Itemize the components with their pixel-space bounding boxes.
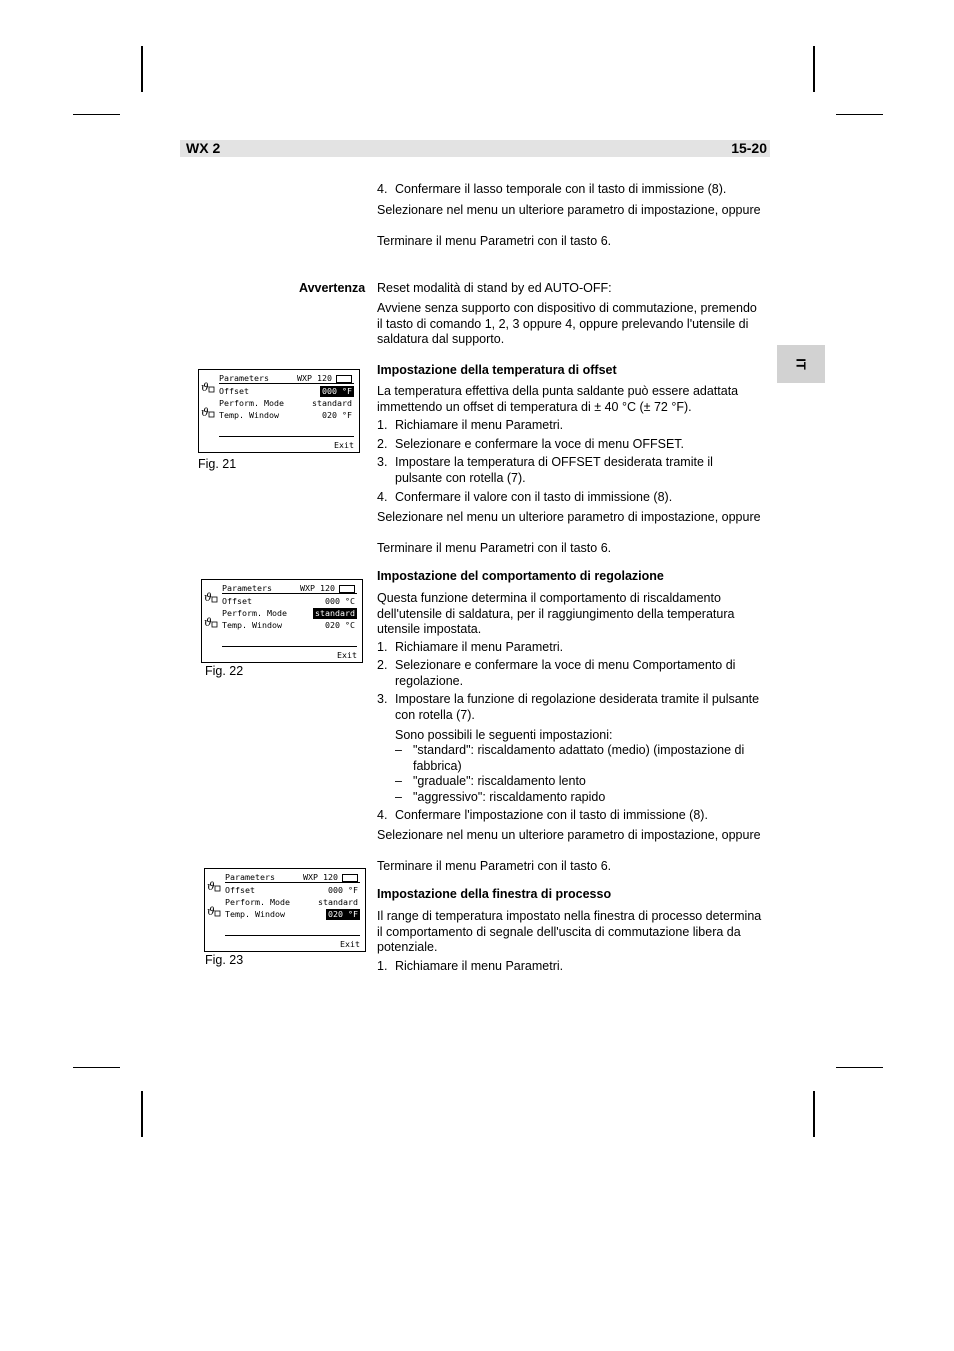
list-text: Impostare la temperatura di OFFSET desiderata tramite il pulsante con rotella (7).	[395, 455, 713, 485]
list-number: 4.	[377, 182, 388, 196]
list-text: Confermare l'impostazione con il tasto di immissione (8).	[395, 808, 708, 822]
list-text: Selezionare e confermare la voce di menu OFFSET.	[395, 437, 685, 451]
paragraph: Questa funzione determina il comportamento di riscaldamento dell'utensile di saldatura, per il raggiungimento della temperatura utensile impostata.	[377, 591, 735, 637]
lcd-title: Parameters	[219, 373, 269, 383]
lcd-divider	[219, 436, 354, 437]
list-item	[377, 490, 763, 506]
lcd-row	[225, 897, 360, 908]
lcd-row-label: Temp. Window	[225, 909, 285, 919]
lcd-row-value: 020 °F	[328, 909, 358, 919]
list-item	[377, 437, 763, 453]
crop-mark	[141, 46, 143, 92]
note-body: Avviene senza supporto con dispositivo di commutazione, premendo il tasto di comando 1, 2, 3 oppure 4, oppure prelevando l'utensile di saldatura dal supporto.	[377, 301, 757, 347]
list-number: 3.	[377, 692, 388, 706]
list-item	[377, 418, 763, 434]
lcd-row-label: Offset	[222, 596, 252, 606]
svg-text:ϑ: ϑ	[201, 406, 209, 418]
lcd-exit: Exit	[337, 650, 357, 660]
lcd-row-label: Offset	[219, 386, 249, 396]
paragraph: Terminare il menu Parametri con il tasto 6.	[377, 859, 612, 873]
list-text: Selezionare e confermare la voce di menu Comportamento di regolazione.	[395, 658, 736, 688]
list-text: "standard": riscaldamento adattato (medio) (impostazione di fabbrica)	[413, 743, 745, 773]
list-text: "graduale": riscaldamento lento	[413, 774, 586, 788]
language-tab-label: IT	[793, 358, 809, 370]
list-text: Confermare il lasso temporale con il tasto di immissione (8).	[395, 182, 727, 196]
lcd-figure-23	[204, 868, 366, 952]
paragraph: Il range di temperatura impostato nella finestra di processo determina il comportamento di segnale dell'uscita di commutazione libera da potenziale.	[377, 909, 762, 955]
paragraph: Sono possibili le seguenti impostazioni:	[395, 728, 613, 742]
tool-icon	[201, 406, 215, 418]
lcd-row-value: 000 °F	[322, 386, 352, 396]
doc-title: WX 2	[186, 140, 221, 156]
list-number: 2.	[377, 658, 388, 672]
crop-mark	[73, 114, 120, 115]
list-text: Richiamare il menu Parametri.	[395, 418, 564, 432]
list-item	[395, 743, 763, 774]
crop-mark	[813, 46, 815, 92]
lcd-row	[219, 410, 354, 421]
crop-mark	[813, 1091, 815, 1137]
lcd-figure-22	[201, 579, 363, 663]
list-item	[377, 640, 763, 656]
battery-icon	[339, 585, 355, 593]
list-number: 2.	[377, 437, 388, 451]
list-number: 3.	[377, 455, 388, 469]
lcd-model: WXP 120	[303, 872, 338, 882]
list-item	[395, 774, 763, 790]
figure-caption: Fig. 21	[198, 457, 237, 471]
list-bullet: –	[395, 790, 402, 804]
lcd-divider	[225, 935, 360, 936]
svg-text:ϑ: ϑ	[207, 905, 215, 917]
crop-mark	[836, 114, 883, 115]
lcd-row	[222, 596, 357, 607]
lcd-row-label: Offset	[225, 885, 255, 895]
section-heading: Impostazione della temperatura di offset	[377, 363, 617, 377]
list-item	[395, 790, 763, 806]
list-bullet: –	[395, 774, 402, 788]
lcd-exit: Exit	[334, 440, 354, 450]
lcd-row-label: Perform. Mode	[219, 398, 284, 408]
section-heading: Impostazione del comportamento di regolazione	[377, 569, 664, 583]
lcd-row	[219, 398, 354, 409]
lcd-row	[225, 885, 360, 896]
lcd-row-label: Perform. Mode	[222, 608, 287, 618]
list-item	[377, 455, 763, 486]
list-number: 1.	[377, 418, 388, 432]
list-number: 4.	[377, 808, 388, 822]
note-label: Avvertenza	[299, 281, 366, 295]
list-item	[377, 692, 763, 723]
tool-icon	[207, 880, 221, 892]
list-text: Richiamare il menu Parametri.	[395, 640, 564, 654]
tool-icon	[207, 905, 221, 917]
battery-icon	[342, 874, 358, 882]
list-text: Impostare la funzione di regolazione desiderata tramite il pulsante con rotella (7).	[395, 692, 760, 722]
list-number: 1.	[377, 640, 388, 654]
language-tab	[777, 345, 825, 383]
list-number: 4.	[377, 490, 388, 504]
paragraph: Terminare il menu Parametri con il tasto 6.	[377, 541, 612, 555]
lcd-row-value: 000 °C	[325, 596, 355, 606]
crop-mark	[141, 1091, 143, 1137]
note-title: Reset modalità di stand by ed AUTO-OFF:	[377, 281, 612, 295]
list-item	[377, 959, 763, 975]
lcd-row-label: Temp. Window	[222, 620, 282, 630]
lcd-figure-21	[198, 369, 360, 453]
list-text: Confermare il valore con il tasto di immissione (8).	[395, 490, 673, 504]
lcd-header	[222, 583, 357, 594]
paragraph: Terminare il menu Parametri con il tasto 6.	[377, 234, 612, 248]
lcd-divider	[222, 646, 357, 647]
page-number: 15-20	[731, 140, 767, 156]
figure-caption: Fig. 22	[205, 664, 244, 678]
lcd-row-label: Perform. Mode	[225, 897, 290, 907]
crop-mark	[73, 1067, 120, 1068]
lcd-header	[219, 373, 354, 384]
svg-text:ϑ: ϑ	[204, 591, 212, 603]
lcd-row	[219, 386, 354, 397]
paragraph: Selezionare nel menu un ulteriore parametro di impostazione, oppure	[377, 828, 761, 842]
lcd-row	[225, 909, 360, 920]
tool-icon	[204, 616, 218, 628]
lcd-row-value: 000 °F	[328, 885, 358, 895]
lcd-row	[222, 620, 357, 631]
lcd-model: WXP 120	[297, 373, 332, 383]
list-item	[377, 182, 763, 198]
svg-text:ϑ: ϑ	[204, 616, 212, 628]
tool-icon	[204, 591, 218, 603]
paragraph: Selezionare nel menu un ulteriore parametro di impostazione, oppure	[377, 203, 761, 217]
paragraph: La temperatura effettiva della punta saldante può essere adattata immettendo un offset di temperatura di ± 40 °C (± 72 °F).	[377, 384, 739, 414]
list-item	[377, 658, 763, 689]
list-text: Richiamare il menu Parametri.	[395, 959, 564, 973]
page-header	[180, 140, 770, 157]
lcd-title: Parameters	[225, 872, 275, 882]
svg-text:ϑ: ϑ	[207, 880, 215, 892]
lcd-row-label: Temp. Window	[219, 410, 279, 420]
lcd-row	[222, 608, 357, 619]
lcd-row-value: standard	[318, 897, 358, 907]
figure-caption: Fig. 23	[205, 953, 244, 967]
lcd-header	[225, 872, 360, 883]
crop-mark	[836, 1067, 883, 1068]
list-item	[377, 808, 763, 824]
lcd-row-value: standard	[315, 608, 355, 618]
paragraph: Selezionare nel menu un ulteriore parametro di impostazione, oppure	[377, 510, 761, 524]
lcd-title: Parameters	[222, 583, 272, 593]
svg-text:ϑ: ϑ	[201, 381, 209, 393]
section-heading: Impostazione della finestra di processo	[377, 887, 612, 901]
lcd-row-value: 020 °F	[322, 410, 352, 420]
list-number: 1.	[377, 959, 388, 973]
lcd-model: WXP 120	[300, 583, 335, 593]
lcd-row-value: 020 °C	[325, 620, 355, 630]
list-text: "aggressivo": riscaldamento rapido	[413, 790, 606, 804]
lcd-exit: Exit	[340, 939, 360, 949]
tool-icon	[201, 381, 215, 393]
list-bullet: –	[395, 743, 402, 757]
battery-icon	[336, 375, 352, 383]
lcd-row-value: standard	[312, 398, 352, 408]
